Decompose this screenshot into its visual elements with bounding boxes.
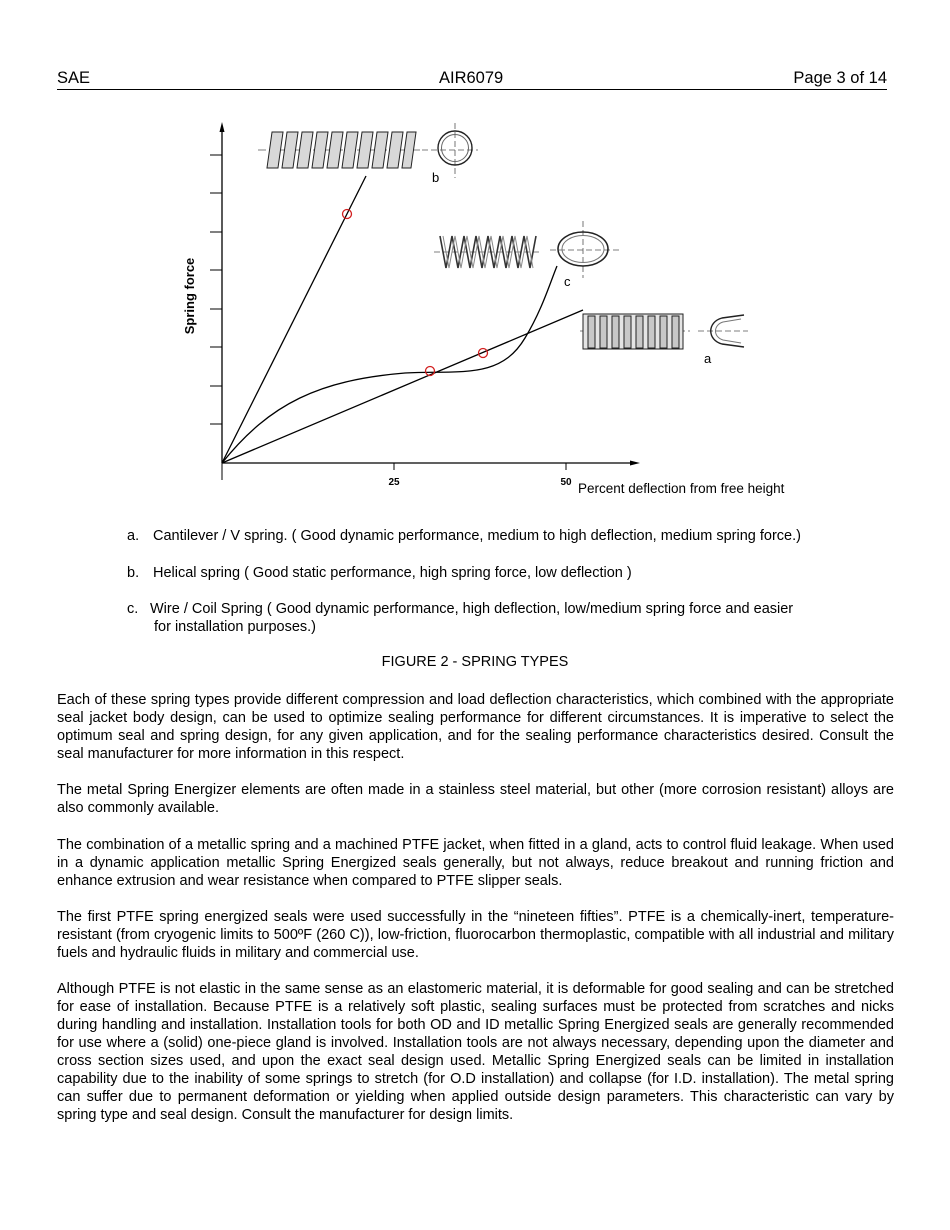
legend-text: Wire / Coil Spring ( Good dynamic performance, high deflection, low/medium spring force and easier xyxy=(150,601,794,617)
curve-a-cantilever xyxy=(222,310,583,463)
legend-text: Cantilever / V spring. ( Good dynamic performance, medium to high deflection, medium spring force.) xyxy=(153,528,801,544)
y-axis-ticks xyxy=(210,155,222,424)
x-tick-label-50: 50 xyxy=(560,477,572,488)
curve-label-c: c xyxy=(564,274,571,289)
curve-label-b: b xyxy=(432,170,440,185)
helical-spring-icon xyxy=(258,132,420,168)
body-paragraph-5: Although PTFE is not elastic in the same sense as an elastomeric material, it is deformable for good sealing and can be stretched for ease of installation. Because PTFE is a relatively soft plastic, sealing surfaces must be protected from scratches and nicks during handling and installation. Installation tools for both OD and ID metallic Spring Energized seals are generally recommended for use where a (solid) one-piece gland is involved. Installation tools are not always necessary, depending upon the diameter and cross section sizes used, and upon the exact seal design used. Metallic Spring Energized seals can be limited in installation capability due to the inability of some springs to stretch (for O.D installation) and collapse (for I.D. installation). The metal spring can suffer due to permanent deformation or yielding when applied outside design parameters. This characteristic can vary by spring type and seal design. Consult the manufacturer for design limits. xyxy=(57,981,894,1123)
legend-letter: a. xyxy=(127,528,140,544)
header-doc-number: AIR6079 xyxy=(439,69,504,87)
cantilever-spring-icon xyxy=(580,314,690,349)
figure-caption: FIGURE 2 - SPRING TYPES xyxy=(381,654,569,670)
helical-spring-end-view-icon xyxy=(422,123,478,178)
curve-label-a: a xyxy=(704,351,712,366)
legend-item-a xyxy=(127,527,867,545)
page-header xyxy=(57,69,887,90)
legend-letter: b. xyxy=(127,565,140,581)
x-axis-arrow-icon xyxy=(630,461,640,466)
curve-c-coil xyxy=(222,266,557,463)
x-tick-label-25: 25 xyxy=(388,477,400,488)
legend-item-c xyxy=(127,600,867,636)
y-axis-label: Spring force xyxy=(182,257,197,335)
body-paragraph-4: The first PTFE spring energized seals were used successfully in the “nineteen fifties”. PTFE is a chemically-inert, temperature-resistant (from cryogenic limits to 500ºF (260 C)), low-friction, fluorocarbon thermoplastic, compatible with all industrial and military fuels and hydraulic fluids in military and commercial use. xyxy=(57,909,894,961)
body-paragraph-1: Each of these spring types provide different compression and load deflection characteristics, which combined with the appropriate seal jacket body design, can be used to optimize sealing performance for different circumstances. It is imperative to select the optimum seal and spring design, for any given application, and for the sealing performance characteristics desired. Consult the seal manufacturer for more information in this respect. xyxy=(57,692,894,762)
curve-b-helical xyxy=(222,176,366,463)
header-page-number: Page 3 of 14 xyxy=(793,69,887,87)
x-axis-label: Percent deflection from free height xyxy=(578,481,785,496)
header-org: SAE xyxy=(57,69,91,87)
coil-spring-end-view-icon xyxy=(550,221,622,278)
body-paragraph-3: The combination of a metallic spring and a machined PTFE jacket, when fitted in a gland, acts to control fluid leakage. When used in a dynamic application metallic Spring Energized seals generally, but not always, reduce breakout and running friction and enhance extrusion and wear resistance when compared to PTFE slipper seals. xyxy=(57,837,894,889)
y-axis-arrow-icon xyxy=(220,122,225,132)
cantilever-spring-end-view-icon xyxy=(698,315,748,347)
legend-text-continuation: for installation purposes.) xyxy=(154,619,316,635)
coil-spring-icon xyxy=(434,236,540,268)
legend-letter: c. xyxy=(127,601,139,617)
legend-text: Helical spring ( Good static performance, high spring force, low deflection ) xyxy=(153,565,632,581)
body-paragraph-2: The metal Spring Energizer elements are often made in a stainless steel material, but other (more corrosion resistant) alloys are also commonly available. xyxy=(57,782,894,816)
legend-item-b xyxy=(127,564,867,582)
spring-types-figure xyxy=(170,118,810,503)
